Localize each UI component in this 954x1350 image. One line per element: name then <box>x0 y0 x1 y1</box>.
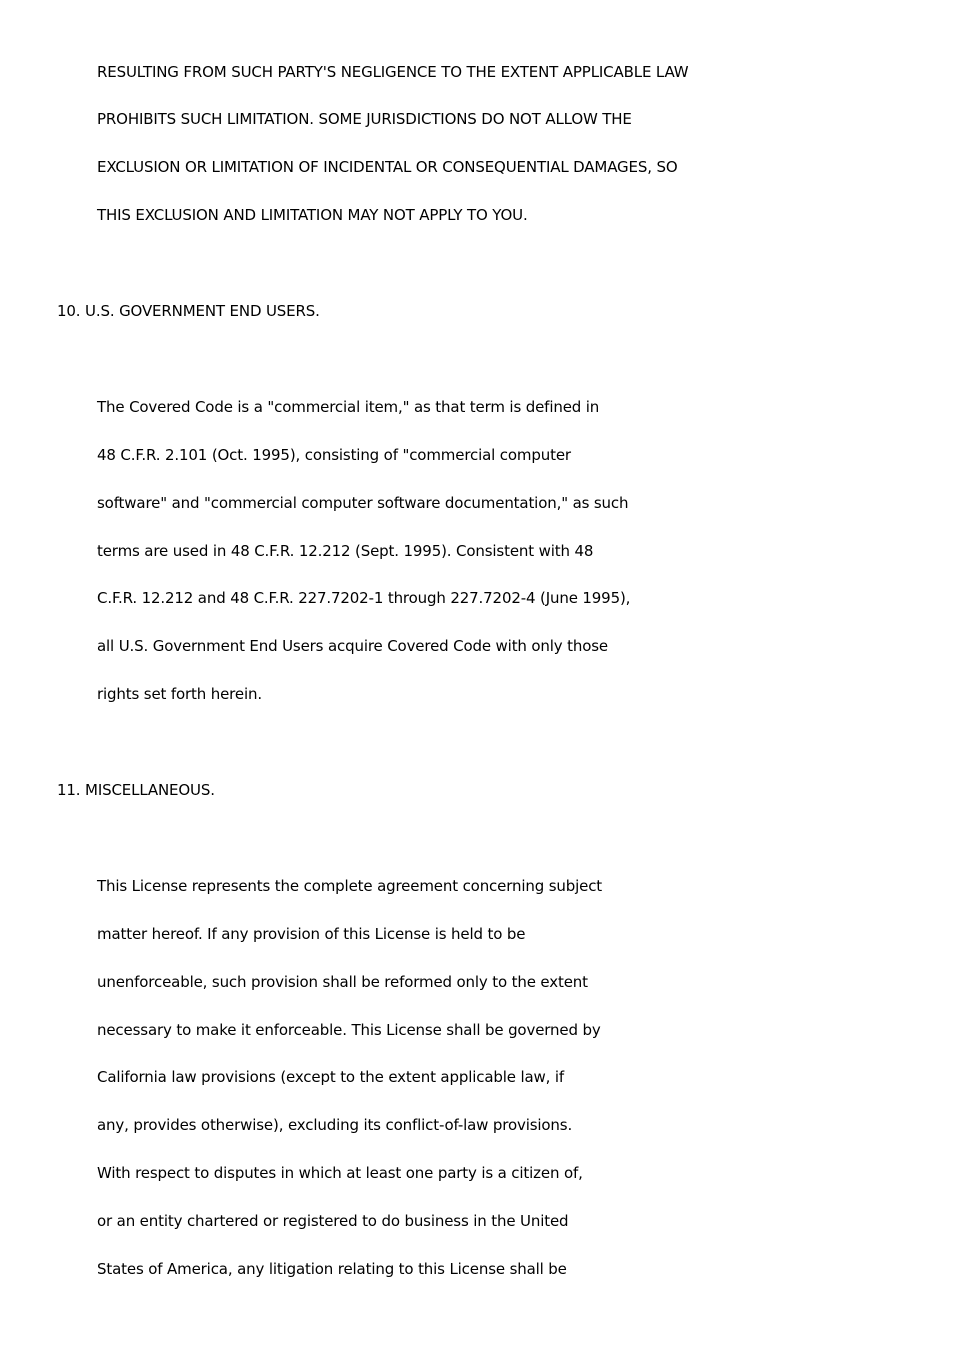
text-line: States of America, any litigation relating to this License shall be <box>97 1260 567 1278</box>
text-line: California law provisions (except to the extent applicable law, if <box>97 1068 565 1086</box>
text-line: necessary to make it enforceable. This License shall be governed by <box>97 1021 601 1039</box>
text-line: terms are used in 48 C.F.R. 12.212 (Sept. 1995). Consistent with 48 <box>97 542 594 560</box>
text-line: rights set forth herein. <box>97 685 262 703</box>
text-line: C.F.R. 12.212 and 48 C.F.R. 227.7202-1 through 227.7202-4 (June 1995), <box>97 589 631 607</box>
text-line: THIS EXCLUSION AND LIMITATION MAY NOT APPLY TO YOU. <box>97 206 528 224</box>
text-line: EXCLUSION OR LIMITATION OF INCIDENTAL OR CONSEQUENTIAL DAMAGES, SO <box>97 158 678 176</box>
text-line: 48 C.F.R. 2.101 (Oct. 1995), consisting of "commercial computer <box>97 446 571 464</box>
text-line: or an entity chartered or registered to do business in the United <box>97 1212 569 1230</box>
section-heading-11: 11. MISCELLANEOUS. <box>57 781 215 799</box>
text-line: PROHIBITS SUCH LIMITATION. SOME JURISDICTIONS DO NOT ALLOW THE <box>97 110 632 128</box>
text-line: matter hereof. If any provision of this License is held to be <box>97 925 526 943</box>
text-line: any, provides otherwise), excluding its conflict-of-law provisions. <box>97 1116 573 1134</box>
text-line: software" and "commercial computer software documentation," as such <box>97 494 629 512</box>
text-line: The Covered Code is a "commercial item," as that term is defined in <box>97 398 600 416</box>
text-line: RESULTING FROM SUCH PARTY'S NEGLIGENCE TO THE EXTENT APPLICABLE LAW <box>97 63 689 81</box>
text-line: This License represents the complete agreement concerning subject <box>97 877 603 895</box>
section-heading-10: 10. U.S. GOVERNMENT END USERS. <box>57 302 320 320</box>
text-line: With respect to disputes in which at least one party is a citizen of, <box>97 1164 583 1182</box>
text-line: all U.S. Government End Users acquire Covered Code with only those <box>97 637 609 655</box>
text-line: unenforceable, such provision shall be reformed only to the extent <box>97 973 588 991</box>
